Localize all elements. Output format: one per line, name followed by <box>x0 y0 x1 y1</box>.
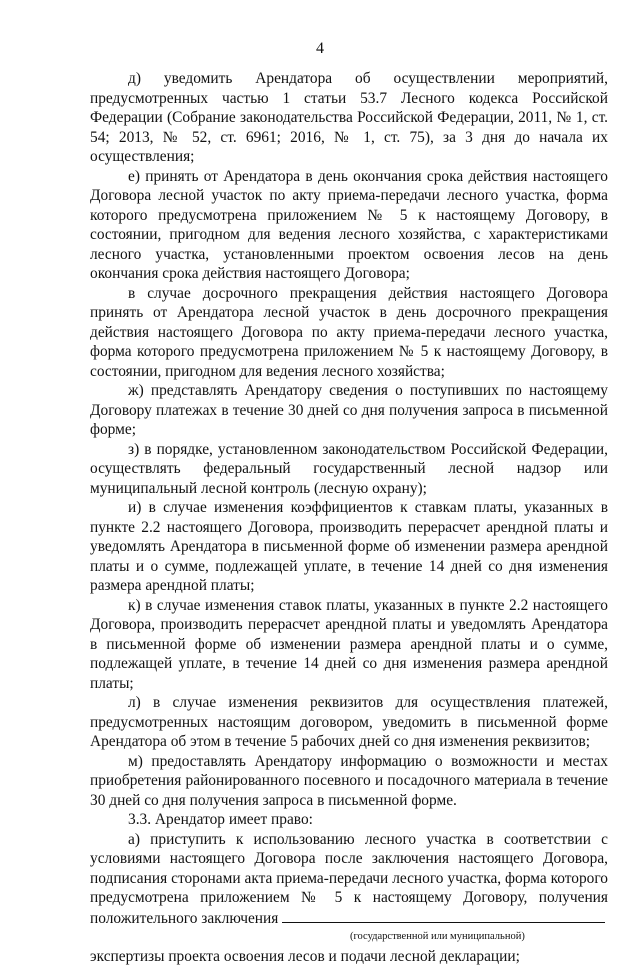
paragraph-a <box>90 830 608 929</box>
paragraph-k: к) в случае изменения ставок платы, указанных в пункте 2.2 настоящего Договора, производить перерасчет арендной платы и уведомлять Арендатора в письменной форме об изменении размера арендной платы и о сумме, подлежащей уплате, в течение 14 дней со дня изменения размера арендной платы; <box>90 596 608 692</box>
paragraph-a-text: а) приступить к использованию лесного участка в соответствии с условиями настоящего Договора после заключения настоящего Договора, подписания сторонами акта приема-передачи лесного участка, форма которого предусмотрена приложением № 5 к настоящему Договору, получения положительного заключения <box>90 830 608 927</box>
paragraph-e: е) принять от Арендатора в день окончания срока действия настоящего Договора лесной участок по акту приема-передачи лесного участка, форма которого предусмотрена приложением № 5 к настоящему Договору, в состоянии, пригодном для ведения лесного хозяйства, с характеристиками лесного участка, установленными проектом освоения лесов на день окончания срока действия настоящего Договора; <box>90 167 608 282</box>
paragraph-zh: ж) представлять Арендатору сведения о поступивших по настоящему Договору платежах в течение 30 дней со дня получения запроса в письменной форме; <box>90 382 608 438</box>
section-heading-3-3: 3.3. Арендатор имеет право: <box>128 811 313 828</box>
paragraph-l: л) в случае изменения реквизитов для осуществления платежей, предусмотренных настоящим договором, уведомить в письменной форме Арендатора об этом в течение 5 рабочих дней со дня изменения реквизитов; <box>90 694 608 750</box>
blank-caption: (государственной или муниципальной) <box>350 931 525 942</box>
page-number: 4 <box>316 40 324 57</box>
paragraph-a-continuation: экспертизы проекта освоения лесов и подачи лесной декларации; <box>90 948 520 965</box>
fill-in-blank <box>282 908 605 923</box>
paragraph-m: м) предоставлять Арендатору информацию о возможности и местах приобретения районированного посевного и посадочного материала в течение 30 дней со дня получения запроса в письменной форме. <box>90 752 608 809</box>
document-body <box>90 69 608 967</box>
paragraph-d: д) уведомить Арендатора об осуществлении мероприятий, предусмотренных частью 1 статьи 53.7 Лесного кодекса Российской Федерации (Собрание законодательства Российской Федерации, 2011, № 1, ст. 54; 2013, № 52, ст. 6961; 2016, № 1, ст. 75), за 3 дня до начала их осуществления; <box>90 70 608 165</box>
paragraph-i: и) в случае изменения коэффициентов к ставкам платы, указанных в пункте 2.2 настоящего Договора, производить перерасчет арендной платы и уведомлять Арендатора в письменной форме об изменении размера арендной платы и о сумме, подлежащей уплате, в течение 14 дней со дня изменения размера арендной платы; <box>90 499 608 594</box>
paragraph-z: з) в порядке, установленном законодательством Российской Федерации, осуществлять федеральный государственный лесной надзор или муниципальный лесной контроль (лесную охрану); <box>90 440 608 497</box>
paragraph-early-termination: в случае досрочного прекращения действия настоящего Договора принять от Арендатора лесной участок в день досрочного прекращения действия настоящего Договора по акту приема-передачи лесного участка, форма которого предусмотрена приложением № 5 к настоящему Договору, в состоянии, пригодном для ведения лесного хозяйства; <box>90 284 608 380</box>
